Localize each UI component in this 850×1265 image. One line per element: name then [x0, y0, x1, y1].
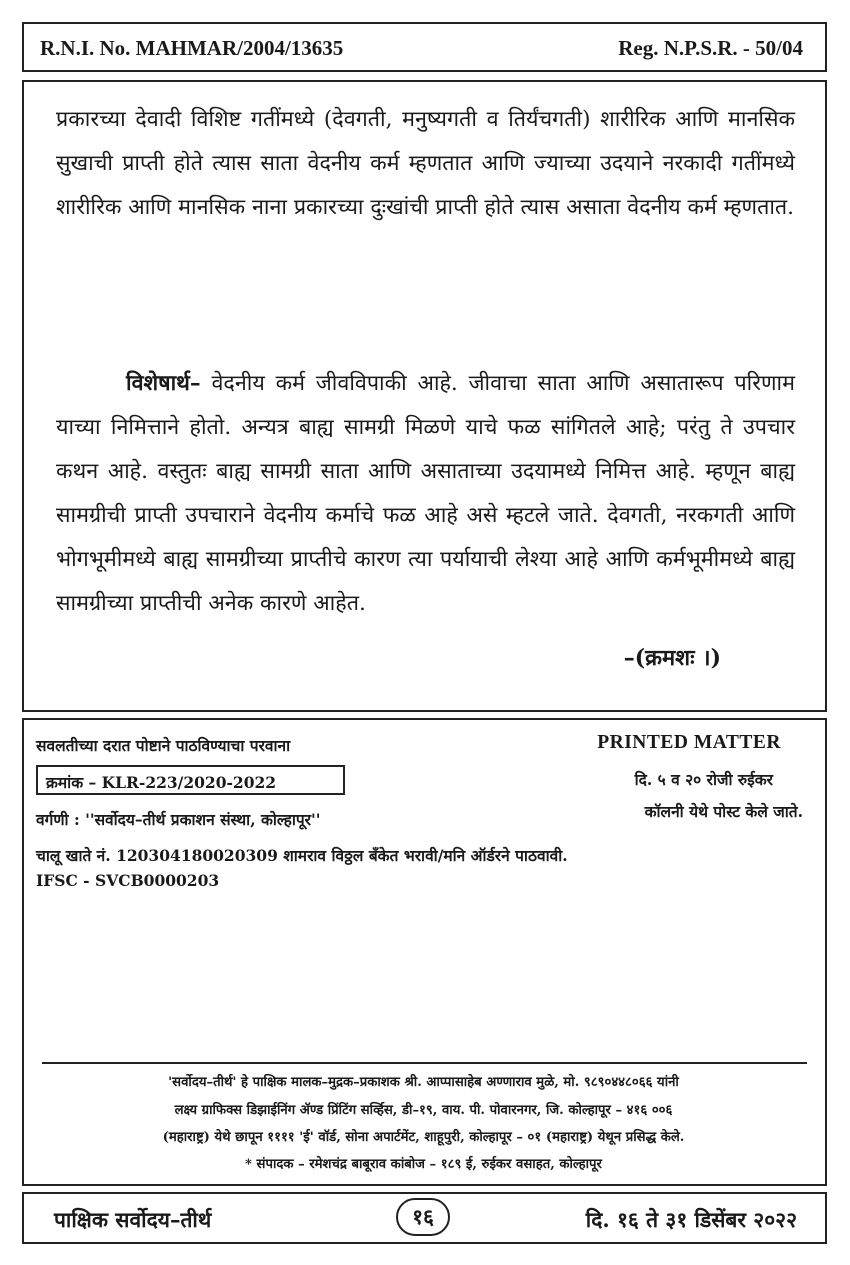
article-box [22, 80, 827, 712]
posting-info-line-1: दि. ५ व २० रोजी रुईकर [634, 770, 773, 789]
subscription-line: वर्गणी : ''सर्वोदय–तीर्थ प्रकाशन संस्था, कोल्हापूर'' [36, 810, 321, 829]
imprint-line-2: लक्ष्य ग्राफिक्स डिझाईनिंग ॲण्ड प्रिंटिंग सर्व्हिस, डी–१९, वाय. पी. पोवारनगर, जि. कोल्हापूर – ४१६ ००६ [174, 1103, 673, 1118]
registration-number: Reg. N.P.S.R. - 50/04 [618, 36, 803, 60]
postal-box [22, 718, 827, 1186]
postal-permit-title: सवलतीच्या दरात पोष्टाने पाठविण्याचा परवाना [36, 736, 291, 755]
imprint-line-1: 'सर्वोदय–तीर्थ' हे पाक्षिक मालक–मुद्रक–प्रकाशक श्री. आप्पासाहेब अण्णाराव मुळे, मो. ९८९०४४८०६६ यांनी [168, 1075, 679, 1090]
page-number: १६ [396, 1198, 450, 1236]
account-line: चालू खाते नं. 120304180020309 शामराव विठ्ठल बँकेत भरावी/मनि ऑर्डरने पाठवावी. [36, 846, 568, 865]
permit-number: क्रमांक – KLR-223/2020-2022 [46, 773, 277, 792]
editor-line: * संपादक – रमेशचंद्र बाबूराव कांबोज – १८९ ई, रुईकर वसाहत, कोल्हापूर [245, 1157, 602, 1172]
divider [42, 1062, 807, 1064]
permit-number-box [36, 765, 345, 795]
publication-title: पाक्षिक सर्वोदय–तीर्थ [54, 1207, 212, 1232]
ifsc-code: IFSC - SVCB0000203 [36, 871, 220, 890]
paragraph-keyword: विशेषार्थ– [126, 371, 201, 396]
article-paragraph-2 [56, 362, 795, 626]
posting-info-line-2: कॉलनी येथे पोस्ट केले जाते. [644, 802, 803, 821]
header-bar [22, 22, 827, 72]
issue-date: दि. १६ ते ३१ डिसेंबर २०२२ [585, 1207, 797, 1232]
paragraph-2-text: वेदनीय कर्म जीवविपाकी आहे. जीवाचा साता आणि असातारूप परिणाम याच्या निमित्ताने होतो. अन्यत्र बाह्य सामग्री मिळणे याचे फळ सांगितले आहे; परंतु ते उपचार कथन आहे. वस्तुतः बाह्य सामग्री साता आणि असाताच्या उदयामध्ये निमित्त आहे. म्हणून बाह्य सामग्रीची प्राप्ती उपचाराने वेदनीय कर्माचे फळ आहे असे म्हटले जाते. देवगती, नरकगती आणि भोगभूमीमध्ये बाह्य सामग्रीच्या प्राप्तीचे कारण त्या पर्यायाची लेश्या आहे आणि कर्मभूमीमध्ये बाह्य सामग्रीच्या प्राप्तीची अनेक कारणे आहेत. [56, 371, 795, 616]
rni-number: R.N.I. No. MAHMAR/2004/13635 [40, 36, 344, 60]
article-paragraph-1: प्रकारच्या देवादी विशिष्ट गतींमध्ये (देवगती, मनुष्यगती व तिर्यंचगती) शारीरिक आणि मानसिक सुखाची प्राप्ती होते त्यास साता वेदनीय कर्म म्हणतात आणि ज्याच्या उदयाने नरकादी गतींमध्ये शारीरिक आणि मानसिक नाना प्रकारच्या दुःखांची प्राप्ती होते त्यास असाता वेदनीय कर्म म्हणतात. [56, 107, 795, 220]
printed-matter-label: PRINTED MATTER [597, 732, 781, 753]
imprint-line-3: (महाराष्ट्र) येथे छापून ११११ 'ई' वॉर्ड, सोना अपार्टमेंट, शाहूपुरी, कोल्हापूर – ०१ (महाराष्ट्र) येथून प्रसिद्ध केले. [162, 1130, 685, 1145]
footer-bar [22, 1192, 827, 1244]
continued-marker: –(क्रमशः ।) [623, 645, 721, 671]
